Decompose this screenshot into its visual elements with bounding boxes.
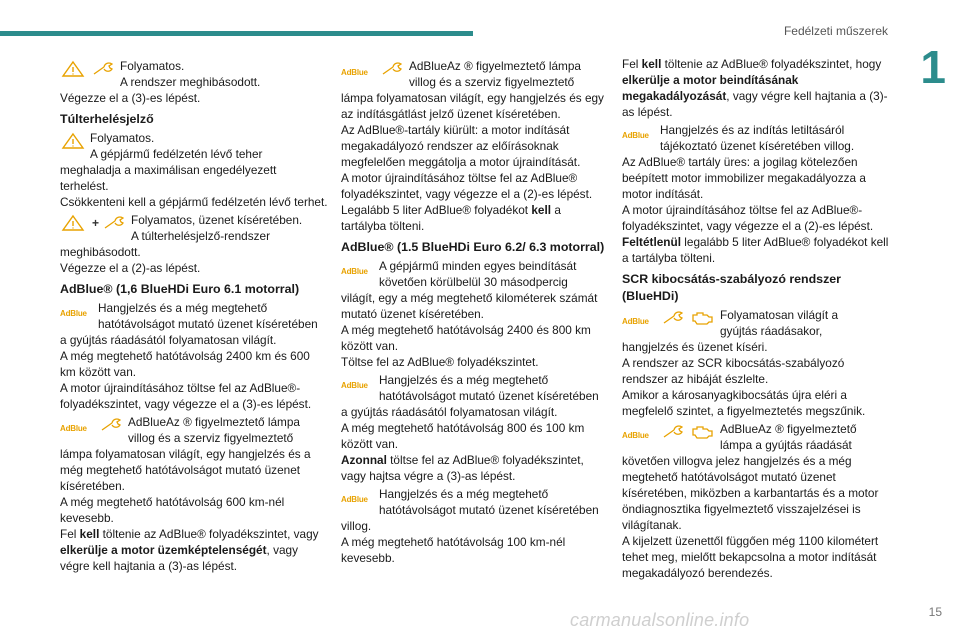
wrench-icon [660,423,686,441]
wrench-icon [379,60,405,78]
adblue-icon: AdBlue [341,381,368,390]
plus-sign: + [92,216,100,230]
engine-icon [690,423,716,441]
block-scr-blink [622,421,890,453]
text: Folyamatos. [120,59,185,73]
block-adblue-blink [60,414,328,446]
paragraph: követően villogva jelez hangjelzés és a még megtehető hatótávolságot mutató üzenet kíséretében, miközben a karbantartás és a motor öndiagnosztika figyelmeztető visszajelzései is világítanak. [622,454,879,532]
paragraph: A kijelzett üzenettől függően még 1100 kilométert tehet meg, mielőtt bekapcsolna a motor indítását megakadályozó berendezés. [622,534,879,580]
paragraph: hangjelzés és üzenet kíséri. [622,340,768,354]
heading-overload: Túlterhelésjelző [60,112,154,126]
block-overload-fault [60,212,328,244]
text: hatótávolságot mutató üzenet kíséretében [379,503,599,517]
text: A gépjármű fedélzetén lévő teher [90,147,263,161]
paragraph: lámpa folyamatosan világít, egy hangjelzés és a még megtehető hatótávolságot mutató üzenet kíséretében. [60,447,311,493]
adblue-icon: AdBlue [341,68,368,77]
column-3 [622,56,890,581]
text: Folyamatos, üzenet kíséretében. [131,213,303,227]
adblue-icon: AdBlue [622,431,649,440]
wrench-icon [660,309,686,327]
paragraph: meghibásodott. [60,245,141,259]
text: hatótávolságot mutató üzenet kíséretében [379,389,599,403]
block-adblue-empty [341,58,609,90]
heading-adblue-61: AdBlue® (1,6 BlueHDi Euro 6.1 motorral) [60,282,300,296]
adblue-icon: AdBlue [622,317,649,326]
engine-icon [690,309,716,327]
adblue-icon: AdBlue [622,131,649,140]
paragraph: Végezze el a (3)-es lépést. [60,91,201,105]
text: AdBlueAz ® figyelmeztető lámpa [128,415,300,429]
section-title: Fedélzeti műszerek [783,24,888,38]
paragraph: A még megtehető hatótávolság 2400 és 800 km között van. [341,323,591,353]
adblue-icon: AdBlue [60,309,87,318]
paragraph: A motor újraindításához töltse fel az AdBlue® folyadékszintet, vagy végezze el a (2)-es lépést. [341,171,593,201]
warning-triangle-icon [60,132,86,150]
text: A rendszer meghibásodott. [120,75,261,89]
page-number: 15 [928,605,942,619]
text: AdBlueAz ® figyelmeztető lámpa [409,59,581,73]
text: Folyamatosan világít a [720,308,839,322]
paragraph: Fel kell töltenie az AdBlue® folyadékszintet, hogy elkerülje a motor beindításának megakadályozását, vagy végre kell hajtania a (3)-as lépést. [622,57,888,119]
paragraph: a gyújtás ráadásától folyamatosan világít. [341,405,558,419]
text: Hangjelzés és a még megtehető [98,301,268,315]
text: Hangjelzés és az indítás letiltásáról [660,123,845,137]
header-rule [0,31,473,36]
paragraph: Amikor a károsanyagkibocsátás újra eléri a megfelelő szintet, a figyelmeztetés megszűnik. [622,388,866,418]
paragraph: Végezze el a (2)-as lépést. [60,261,201,275]
paragraph: A még megtehető hatótávolság 2400 km és 600 km között van. [60,349,310,379]
text: Hangjelzés és a még megtehető [379,487,549,501]
block-overload [60,130,328,162]
paragraph: világít, egy a még megtehető kilométerek számát mutató üzenet kíséretében. [341,291,598,321]
paragraph: A motor újraindításához töltse fel az AdBlue®-folyadékszintet, vagy végezze el a (2)-es lépést. [622,203,874,233]
text: A gépjármű minden egyes beindítását [379,259,577,273]
paragraph: Feltétlenül legalább 5 liter AdBlue® folyadékot kell a tartályba tölteni. [622,235,889,265]
block-adblue-range-100 [341,486,609,518]
watermark: carmanualsonline.info [570,610,750,630]
paragraph: A motor újraindításához töltse fel az AdBlue®-folyadékszintet, vagy végezze el a (3)-es lépést. [60,381,312,411]
text: gyújtás ráadásakor, [720,324,823,338]
column-1 [60,56,328,574]
warning-triangle-icon [60,214,86,232]
paragraph: Fel kell töltenie az AdBlue® folyadékszintet, vagy elkerülje a motor üzemképtelenségét, vagy végre kell hajtania a (3)-as lépést. [60,527,319,573]
adblue-icon: AdBlue [60,424,87,433]
text: követően körülbelül 30 másodpercig [379,275,568,289]
paragraph: villog. [341,519,372,533]
text: villog és a szerviz figyelmeztető [409,75,575,89]
text: Folyamatos. [90,131,155,145]
paragraph: A rendszer az SCR kibocsátás-szabályozó rendszer az hibáját észlelte. [622,356,845,386]
adblue-icon: AdBlue [341,267,368,276]
text: AdBlueAz ® figyelmeztető [720,422,857,436]
paragraph: Az AdBlue®-tartály kiürült: a motor indítását megakadályozó rendszer az előírásoknak megfelelően meggátolja a motor újraindítását. [341,123,581,169]
paragraph: Az AdBlue® tartály üres: a jogilag kötelezően beépített motor immobilizer megakadályozza a motor indítását. [622,155,866,201]
warning-triangle-icon [60,60,86,78]
wrench-icon [101,214,127,232]
paragraph: Azonnal töltse fel az AdBlue® folyadékszintet, vagy hajtsa végre a (3)-as lépést. [341,453,584,483]
heading-scr: SCR kibocsátás-szabályozó rendszer (BlueHDi) [622,272,841,303]
paragraph: lámpa folyamatosan világít, egy hangjelzés és egy az indításgátlást jelző üzenet kíséretében. [341,91,604,121]
text: tájékoztató üzenet kíséretében villog. [660,139,855,153]
block-adblue-start [341,258,609,290]
block-adblue-range [60,300,328,332]
block-adblue-range-800 [341,372,609,404]
paragraph: meghaladja a maximálisan engedélyezett terhelést. [60,163,277,193]
paragraph: A még megtehető hatótávolság 600 km-nél kevesebb. [60,495,285,525]
wrench-icon [98,416,124,434]
column-2 [341,56,609,566]
paragraph: A még megtehető hatótávolság 100 km-nél kevesebb. [341,535,566,565]
text: villog és a szerviz figyelmeztető [128,431,294,445]
text: hatótávolságot mutató üzenet kíséretében [98,317,318,331]
text: Hangjelzés és a még megtehető [379,373,549,387]
paragraph: Csökkenteni kell a gépjármű fedélzetén lévő terhet. [60,195,328,209]
adblue-icon: AdBlue [341,495,368,504]
paragraph: Legalább 5 liter AdBlue® folyadékot kell a tartályba tölteni. [341,203,561,233]
block-service-fault [60,58,328,90]
paragraph: A még megtehető hatótávolság 800 és 100 km között van. [341,421,585,451]
paragraph: Töltse fel az AdBlue® folyadékszintet. [341,355,539,369]
chapter-number: 1 [920,41,946,93]
text: A túlterhelésjelző-rendszer [131,229,271,243]
paragraph: a gyújtás ráadásától folyamatosan világít. [60,333,277,347]
block-scr-fault [622,307,890,339]
block-adblue-locked [622,122,890,154]
text: lámpa a gyújtás ráadását [720,438,852,452]
wrench-icon [90,60,116,78]
heading-adblue-62: AdBlue® (1.5 BlueHDi Euro 6.2/ 6.3 motorral) [341,240,605,254]
